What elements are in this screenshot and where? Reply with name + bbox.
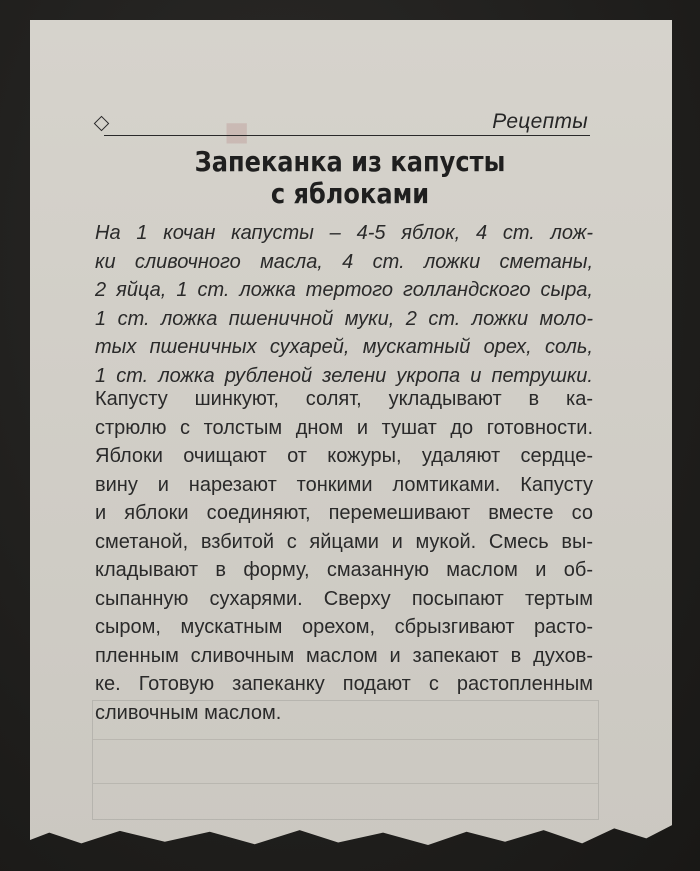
ingredients-line: 2 яйца, 1 ст. ложка тертого голландского сыра, — [95, 279, 593, 301]
method-paragraph — [95, 385, 593, 727]
ingredients-paragraph — [95, 219, 593, 390]
method-line: и яблоки соединяют, перемешивают вместе со — [95, 502, 593, 524]
method-line: сыром, мускатным орехом, сбрызгивают расто- — [95, 616, 593, 638]
reverse-side-showthrough: ■ — [220, 108, 250, 155]
method-line: вину и нарезают тонкими ломтиками. Капусту — [95, 473, 593, 496]
method-line: Яблоки очищают от кожуры, удаляют сердце- — [95, 445, 593, 467]
method-line: Капусту шинкуют, солят, укладывают в ка- — [95, 388, 593, 410]
recipe-title — [144, 146, 557, 210]
method-line: ке. Готовую запеканку подают с растопленным — [95, 673, 593, 695]
ingredients-line: 1 ст. ложка пшеничной муки, 2 ст. ложки моло- — [95, 307, 593, 330]
recipe-title-line-1: Запеканка из капусты — [194, 145, 506, 178]
section-header-rule — [104, 135, 590, 136]
method-line: сливочным маслом. — [95, 701, 282, 724]
ingredients-line: ки сливочного масла, 4 ст. ложки сметаны, — [95, 250, 593, 273]
method-line: стрюлю с толстым дном и тушат до готовности. — [95, 416, 593, 439]
ingredients-line: 1 ст. ложка рубленой зелени укропа и петрушки. — [95, 364, 593, 387]
method-line: сыпанную сухарями. Сверху посыпают тертым — [95, 587, 593, 610]
method-line: кладывают в форму, смазанную маслом и об- — [95, 559, 593, 581]
ingredients-line: тых пшеничных сухарей, мускатный орех, соль, — [95, 336, 593, 358]
method-line: пленным сливочным маслом и запекают в духов- — [95, 644, 593, 667]
ingredients-line: На 1 кочан капусты – 4-5 яблок, 4 ст. лож- — [95, 222, 593, 244]
section-label: Рецепты — [492, 110, 588, 133]
method-line: сметаной, взбитой с яйцами и мукой. Смесь вы- — [95, 530, 593, 553]
recipe-title-line-2: с яблоками — [270, 177, 430, 210]
